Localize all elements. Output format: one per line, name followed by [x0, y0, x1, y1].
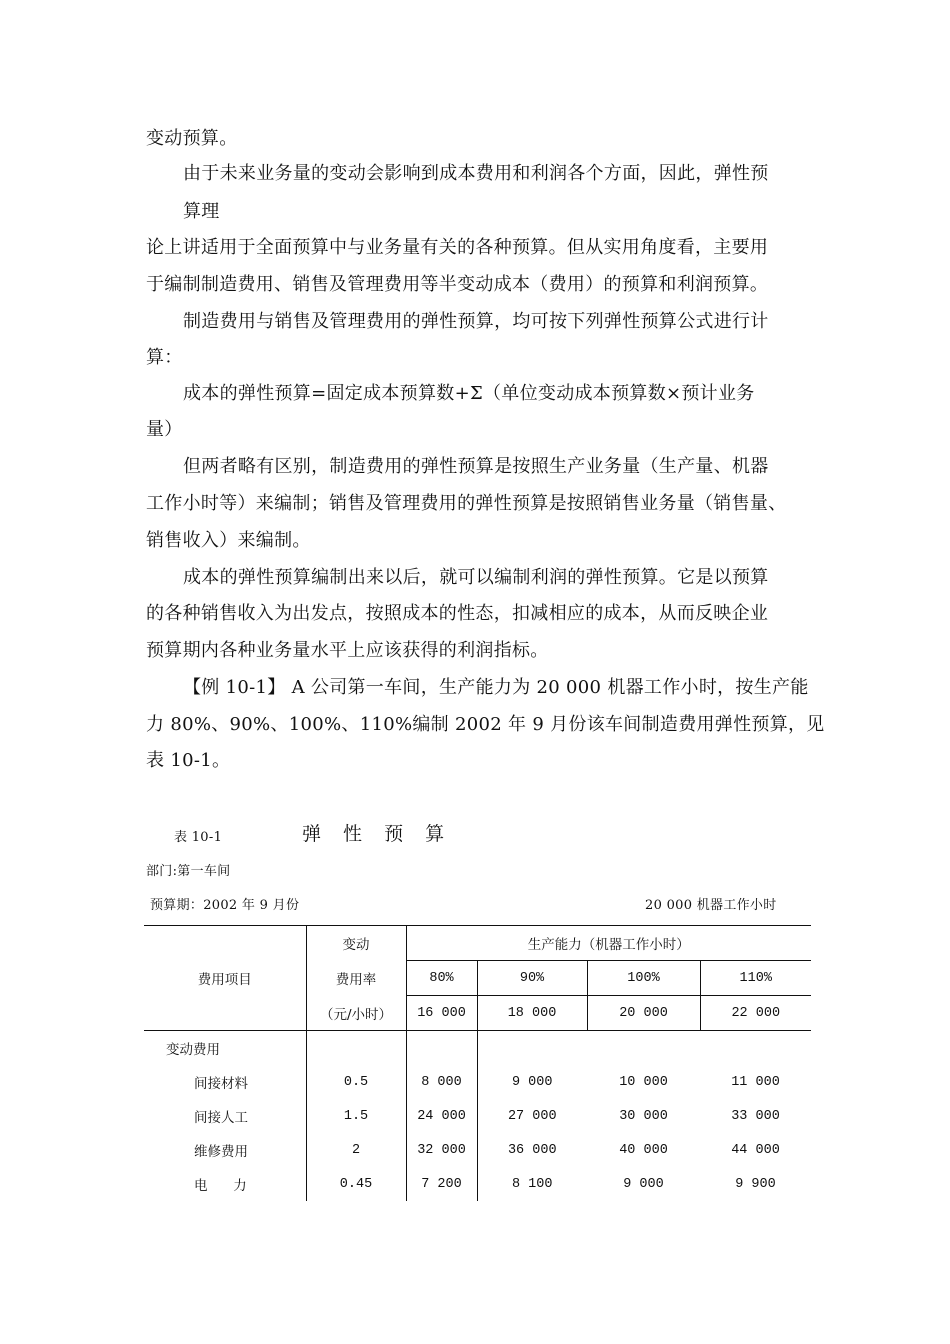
item-value: 44 000 — [731, 1142, 780, 1158]
header-pct: 80% — [406, 961, 477, 996]
item-name: 电 力 — [194, 1178, 247, 1194]
header-rate: 变动 — [306, 926, 406, 961]
formula-line: 成本的弹性预算=固定成本预算数+Σ（单位变动成本预算数×预计业务 — [183, 383, 755, 404]
budget-period-label: 预算期：2002 年 9 月份 — [150, 898, 300, 913]
item-value: 8 100 — [477, 1167, 587, 1201]
example-line: 力 80%、90%、100%、110%编制 2002 年 9 月份该车间制造费用弹性预算，见 — [146, 714, 825, 735]
paragraph-line: 由于未来业务量的变动会影响到成本费用和利润各个方面，因此，弹性预 — [183, 163, 769, 184]
table-row — [144, 1133, 811, 1167]
paragraph-line: 变动预算。 — [146, 128, 238, 149]
example-line: 【例 10-1】 A 公司第一车间，生产能力为 20 000 机器工作小时，按生产能 — [183, 677, 809, 698]
item-value: 32 000 — [406, 1133, 477, 1167]
item-rate: 0.45 — [306, 1167, 406, 1201]
table-row — [144, 1167, 811, 1201]
paragraph-line: 的各种销售收入为出发点，按照成本的性态，扣减相应的成本，从而反映企业 — [146, 603, 769, 624]
header-pct: 100% — [587, 961, 700, 996]
header-pct: 110% — [700, 961, 811, 996]
item-name: 维修费用 — [194, 1144, 248, 1160]
header-hours: 16 000 — [406, 996, 477, 1031]
header-item: 费用项目 — [144, 926, 306, 1031]
header-rate: 费用率 — [306, 961, 406, 996]
item-name: 间接材料 — [194, 1076, 248, 1092]
header-capacity-group: 生产能力（机器工作小时） — [406, 926, 811, 961]
header-hours: 18 000 — [477, 996, 587, 1031]
table-caption-title: 弹 性 预 算 — [302, 823, 453, 845]
flexible-budget-table — [144, 925, 811, 1201]
item-value: 11 000 — [731, 1074, 780, 1090]
paragraph-line: 论上讲适用于全面预算中与业务量有关的各种预算。但从实用角度看，主要用 — [146, 237, 769, 258]
paragraph-line: 算： — [146, 347, 183, 368]
item-value: 30 000 — [619, 1108, 668, 1124]
header-rate: （元/小时） — [306, 996, 406, 1031]
item-value: 9 900 — [735, 1176, 776, 1192]
capacity-label: 20 000 机器工作小时 — [645, 898, 777, 913]
item-value: 40 000 — [619, 1142, 668, 1158]
header-pct: 90% — [477, 961, 587, 996]
item-value: 36 000 — [477, 1133, 587, 1167]
paragraph-line: 于编制制造费用、销售及管理费用等半变动成本（费用）的预算和利润预算。 — [146, 274, 769, 295]
table-row — [144, 1065, 811, 1099]
item-value: 9 000 — [623, 1176, 664, 1192]
paragraph-line: 工作小时等）来编制；销售及管理费用的弹性预算是按照销售业务量（销售量、 — [146, 493, 787, 514]
department-label: 部门:第一车间 — [146, 864, 231, 879]
paragraph-line: 销售收入）来编制。 — [146, 530, 311, 551]
section-label: 变动费用 — [166, 1042, 220, 1058]
paragraph-line: 量） — [146, 419, 183, 440]
item-rate: 2 — [306, 1133, 406, 1167]
example-line: 表 10-1。 — [146, 750, 231, 771]
item-value: 24 000 — [406, 1099, 477, 1133]
paragraph-line: 预算期内各种业务量水平上应该获得的利润指标。 — [146, 640, 549, 661]
paragraph-line: 成本的弹性预算编制出来以后，就可以编制利润的弹性预算。它是以预算 — [183, 567, 769, 588]
paragraph-line: 制造费用与销售及管理费用的弹性预算，均可按下列弹性预算公式进行计 — [183, 311, 769, 332]
item-value: 8 000 — [406, 1065, 477, 1099]
table-section-row — [144, 1031, 811, 1066]
header-hours: 22 000 — [700, 996, 811, 1031]
paragraph-line: 但两者略有区别，制造费用的弹性预算是按照生产业务量（生产量、机器 — [183, 456, 769, 477]
item-value: 9 000 — [477, 1065, 587, 1099]
item-rate: 0.5 — [306, 1065, 406, 1099]
item-value: 27 000 — [477, 1099, 587, 1133]
item-value: 10 000 — [619, 1074, 668, 1090]
item-value: 7 200 — [406, 1167, 477, 1201]
table-header-row — [144, 926, 811, 961]
paragraph-line: 算理 — [183, 201, 220, 222]
item-value: 33 000 — [731, 1108, 780, 1124]
header-hours: 20 000 — [587, 996, 700, 1031]
item-name: 间接人工 — [194, 1110, 248, 1126]
table-caption-number: 表 10-1 — [174, 830, 223, 845]
item-rate: 1.5 — [306, 1099, 406, 1133]
table-row — [144, 1099, 811, 1133]
